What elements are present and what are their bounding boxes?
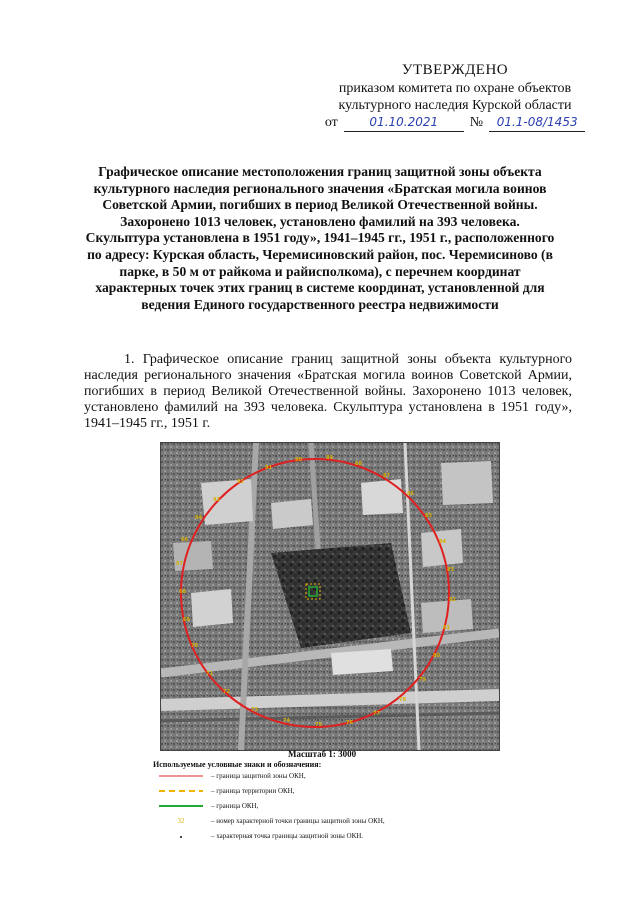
legend-title: Используемые условные знаки и обозначения:: [153, 760, 322, 769]
svg-text:84: 84: [439, 539, 446, 545]
svg-text:93: 93: [213, 497, 220, 503]
legend-item-okn: [156, 800, 258, 812]
svg-text:91: 91: [265, 465, 272, 471]
aerial-map: [160, 442, 500, 751]
svg-text:72: 72: [223, 689, 230, 695]
svg-text:69: 69: [183, 617, 190, 623]
svg-text:73: 73: [251, 707, 258, 713]
svg-text:77: 77: [373, 711, 380, 717]
svg-text:68: 68: [179, 589, 186, 595]
svg-text:94: 94: [195, 515, 202, 521]
legend-item-point: [156, 830, 363, 842]
approval-date: 01.10.2021: [344, 114, 464, 132]
svg-text:67: 67: [176, 561, 183, 567]
approval-heading: УТВЕРЖДЕНО: [401, 62, 509, 78]
svg-text:76: 76: [346, 720, 353, 726]
legend-item-label: – характерная точка границы защитной зоны ОКН.: [211, 832, 364, 840]
legend-item-label: – номер характерной точки границы защитной зоны ОКН,: [211, 817, 385, 825]
green-line-icon: [156, 804, 206, 808]
number-label: №: [469, 115, 484, 130]
svg-text:80: 80: [433, 653, 440, 659]
approval-line-1: приказом комитета по охране объектов: [338, 81, 572, 96]
description-paragraph: [84, 352, 572, 432]
approval-date-number: [300, 114, 610, 132]
paragraph-text: 1. Графическое описание границ защитной зоны объекта культурного наследия регионального значения «Братская могила воинов Советской Армии, погибших в период Великой Отечественной войны. Захоронено 1013 человек, установлено фамилий на 393 человека. Скульптура установлена в 1951 году», 1941–1945 гг., 1951 г.: [84, 352, 572, 431]
legend-item-label: – граница территории ОКН,: [211, 787, 295, 795]
approval-block: [300, 62, 610, 132]
legend-item-label: – граница защитной зоны ОКН,: [211, 772, 306, 780]
legend-item-label: – граница ОКН,: [211, 802, 259, 810]
map-drawing: [161, 443, 499, 750]
svg-text:88: 88: [355, 461, 362, 467]
svg-text:83: 83: [447, 567, 454, 573]
legend-item-territory: [156, 785, 294, 797]
svg-text:85: 85: [425, 513, 432, 519]
legend-item-zone: [156, 770, 306, 782]
svg-text:89: 89: [326, 455, 333, 461]
svg-text:70: 70: [191, 643, 198, 649]
map-scale: Масштаб 1: 3000: [288, 749, 357, 759]
point-number-sample: 32: [177, 817, 185, 825]
approval-number: 01.1-08/1453: [489, 114, 585, 132]
legend-item-point-number: [156, 815, 385, 827]
dot-icon: [156, 833, 206, 839]
svg-text:90: 90: [295, 457, 302, 463]
approval-line-2: культурного наследия Курской области: [338, 98, 572, 113]
svg-text:79: 79: [419, 677, 426, 683]
svg-text:87: 87: [383, 473, 390, 479]
svg-text:86: 86: [407, 491, 414, 497]
svg-text:75: 75: [315, 722, 322, 728]
svg-text:71: 71: [206, 671, 213, 677]
svg-text:66: 66: [181, 537, 188, 543]
svg-text:82: 82: [449, 597, 456, 603]
dashed-line-icon: [156, 789, 206, 793]
svg-text:74: 74: [283, 718, 290, 724]
svg-text:78: 78: [399, 697, 406, 703]
from-label: от: [324, 115, 338, 130]
red-line-icon: [156, 774, 206, 778]
svg-text:92: 92: [237, 479, 244, 485]
document-title: Графическое описание местоположения границ защитной зоны объекта культурного наследия регионального значения «Братская могила воинов Советской Армии, погибших в период Великой Отечественной войны. Захоронено 1013 человек, установлено фамилий на 393 человека. Скульптура установлена в 1951 году», 1941–1945 гг., 1951 г., расположенного по адресу: Курская область, Черемисиновский район, пос. Черемисиново (в парке, в 50 м от райкома и райисполкома), с перечнем координат характерных точек этих границ в системе координат, установленной для ведения Единого государственного реестра недвижимости: [85, 164, 555, 312]
svg-text:81: 81: [443, 625, 450, 631]
